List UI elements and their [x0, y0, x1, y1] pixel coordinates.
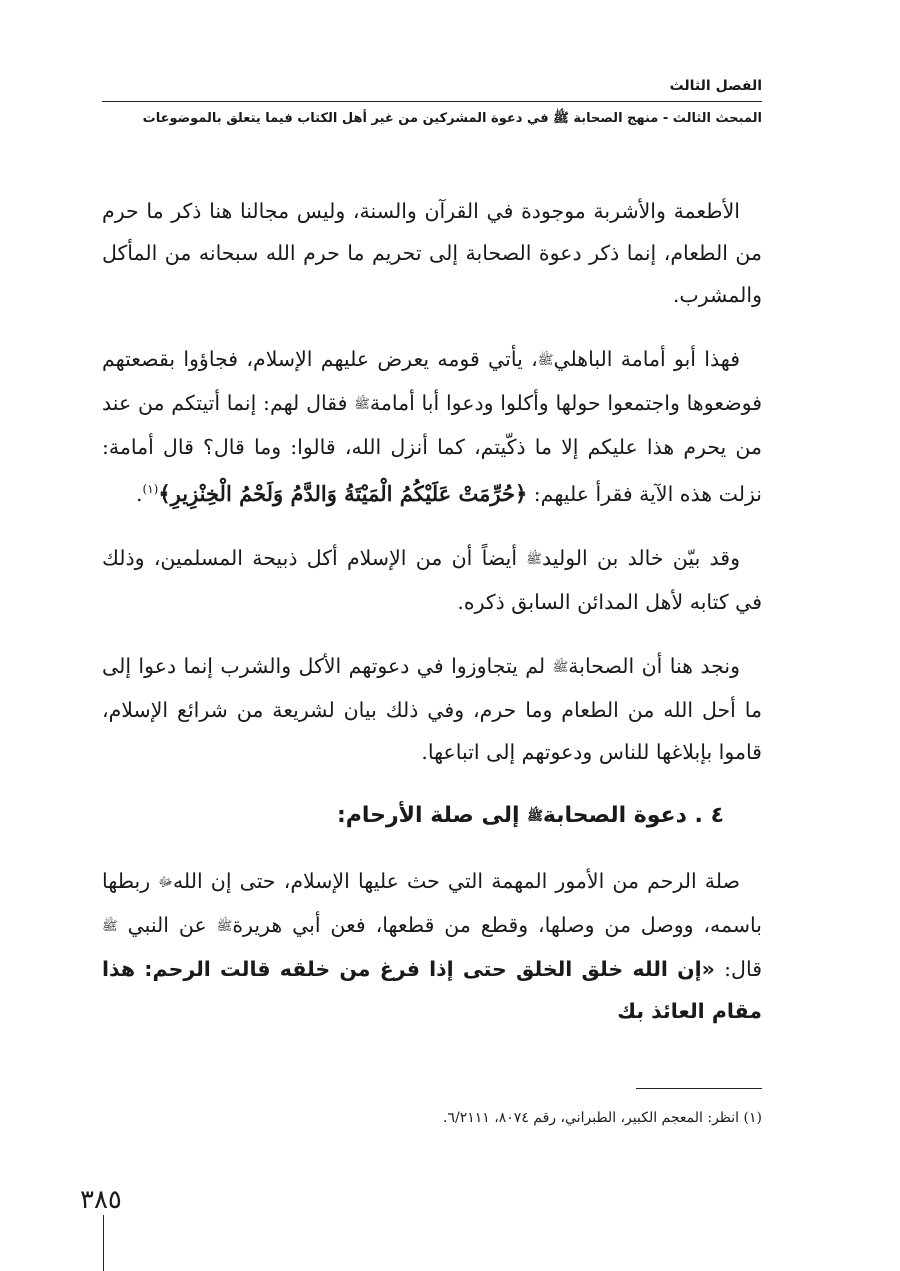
honorific-mark: ﷺ	[527, 809, 543, 824]
paragraph-1: الأطعمة والأشربة موجودة في القرآن والسنة، وليس مجالنا هنا ذكر ما حرم من الطعام، إنما ذكر دعوة الصحابة إلى تحريم ما حرم الله سبحانه من المأكل والمشرب.	[102, 199, 762, 307]
paragraph-5: صلة الرحم من الأمور المهمة التي حث عليها الإسلام، حتى إن اللهﷻ ربطها باسمه، ووصل من وصلها، وقطع من قطعها، فعن أبي هريرةﷺ عن النبي ﷺ قال: «إن الله خلق الخلق حتى إذا فرغ من خلقه قالت الرحم: هذا مقام العائذ بك	[102, 869, 762, 1023]
hadith-quote: «إن الله خلق الخلق حتى إذا فرغ من خلقه قالت الرحم: هذا مقام العائذ بك	[102, 957, 762, 1023]
body-text	[102, 190, 762, 1054]
quran-verse: ﴿حُرِّمَتْ عَلَيْكُمُ الْمَيْتَةُ وَالدَّمُ وَلَحْمُ الْخِنْزِيرِ﴾	[158, 481, 528, 506]
honorific-mark: ﷺ	[354, 397, 370, 412]
paragraph-2: فهذا أبو أمامة الباهليﷺ، يأتي قومه يعرض عليهم الإسلام، فجاؤوا بقصعتهم فوضعوها واجتمعوا حولها وأكلوا ودعوا أبا أمامةﷺ فقال لهم: إنما أتيتكم من عند من يحرم هذا عليكم إلا ما ذكّيتم، كما أنزل الله، قالوا: وما قال؟ قال أمامة: نزلت هذه الآية فقرأ عليهم: ﴿حُرِّمَتْ عَلَيْكُمُ الْمَيْتَةُ وَالدَّمُ وَلَحْمُ الْخِنْزِيرِ﴾$^{(١)}$.	[102, 347, 762, 506]
honorific-mark: ﷺ	[102, 919, 118, 934]
honorific-mark: ﷻ	[158, 875, 173, 890]
footnote-1: (١) انظر: المعجم الكبير، الطبراني، رقم ٨٠٧٤، ٦/٢١١١.	[443, 1110, 762, 1126]
header-divider	[102, 101, 762, 102]
page-number-rule	[103, 1215, 104, 1271]
paragraph-4: ونجد هنا أن الصحابةﷺ لم يتجاوزوا في دعوتهم الأكل والشرب إنما دعوا إلى ما أحل الله من الطعام وما حرم، وفي ذلك بيان لشريعة من شرائع الإسلام، قاموا بإبلاغها للناس ودعوتهم إلى اتباعها.	[102, 654, 762, 764]
footnote-divider	[636, 1088, 762, 1089]
footnote-reference[interactable]: (١)	[142, 482, 159, 496]
honorific-mark: ﷺ	[526, 552, 543, 567]
honorific-mark: ﷺ	[216, 919, 233, 934]
honorific-mark: ﷺ	[537, 353, 554, 368]
chapter-title: الفصل الثالث	[669, 78, 762, 94]
page-number: ٣٨٥	[80, 1185, 122, 1215]
subheading-4: ٤ . دعوة الصحابةﷺ إلى صلة الأرحام:	[336, 803, 724, 828]
section-title: المبحث الثالث - منهج الصحابة ﷺ في دعوة المشركين من غير أهل الكتاب فيما يتعلق بالموضوعات	[142, 111, 762, 126]
paragraph-3: وقد بيّن خالد بن الوليدﷺ أيضاً أن من الإسلام أكل ذبيحة المسلمين، وذلك في كتابه لأهل المدائن السابق ذكره.	[102, 546, 762, 614]
honorific-mark: ﷺ	[552, 660, 569, 675]
